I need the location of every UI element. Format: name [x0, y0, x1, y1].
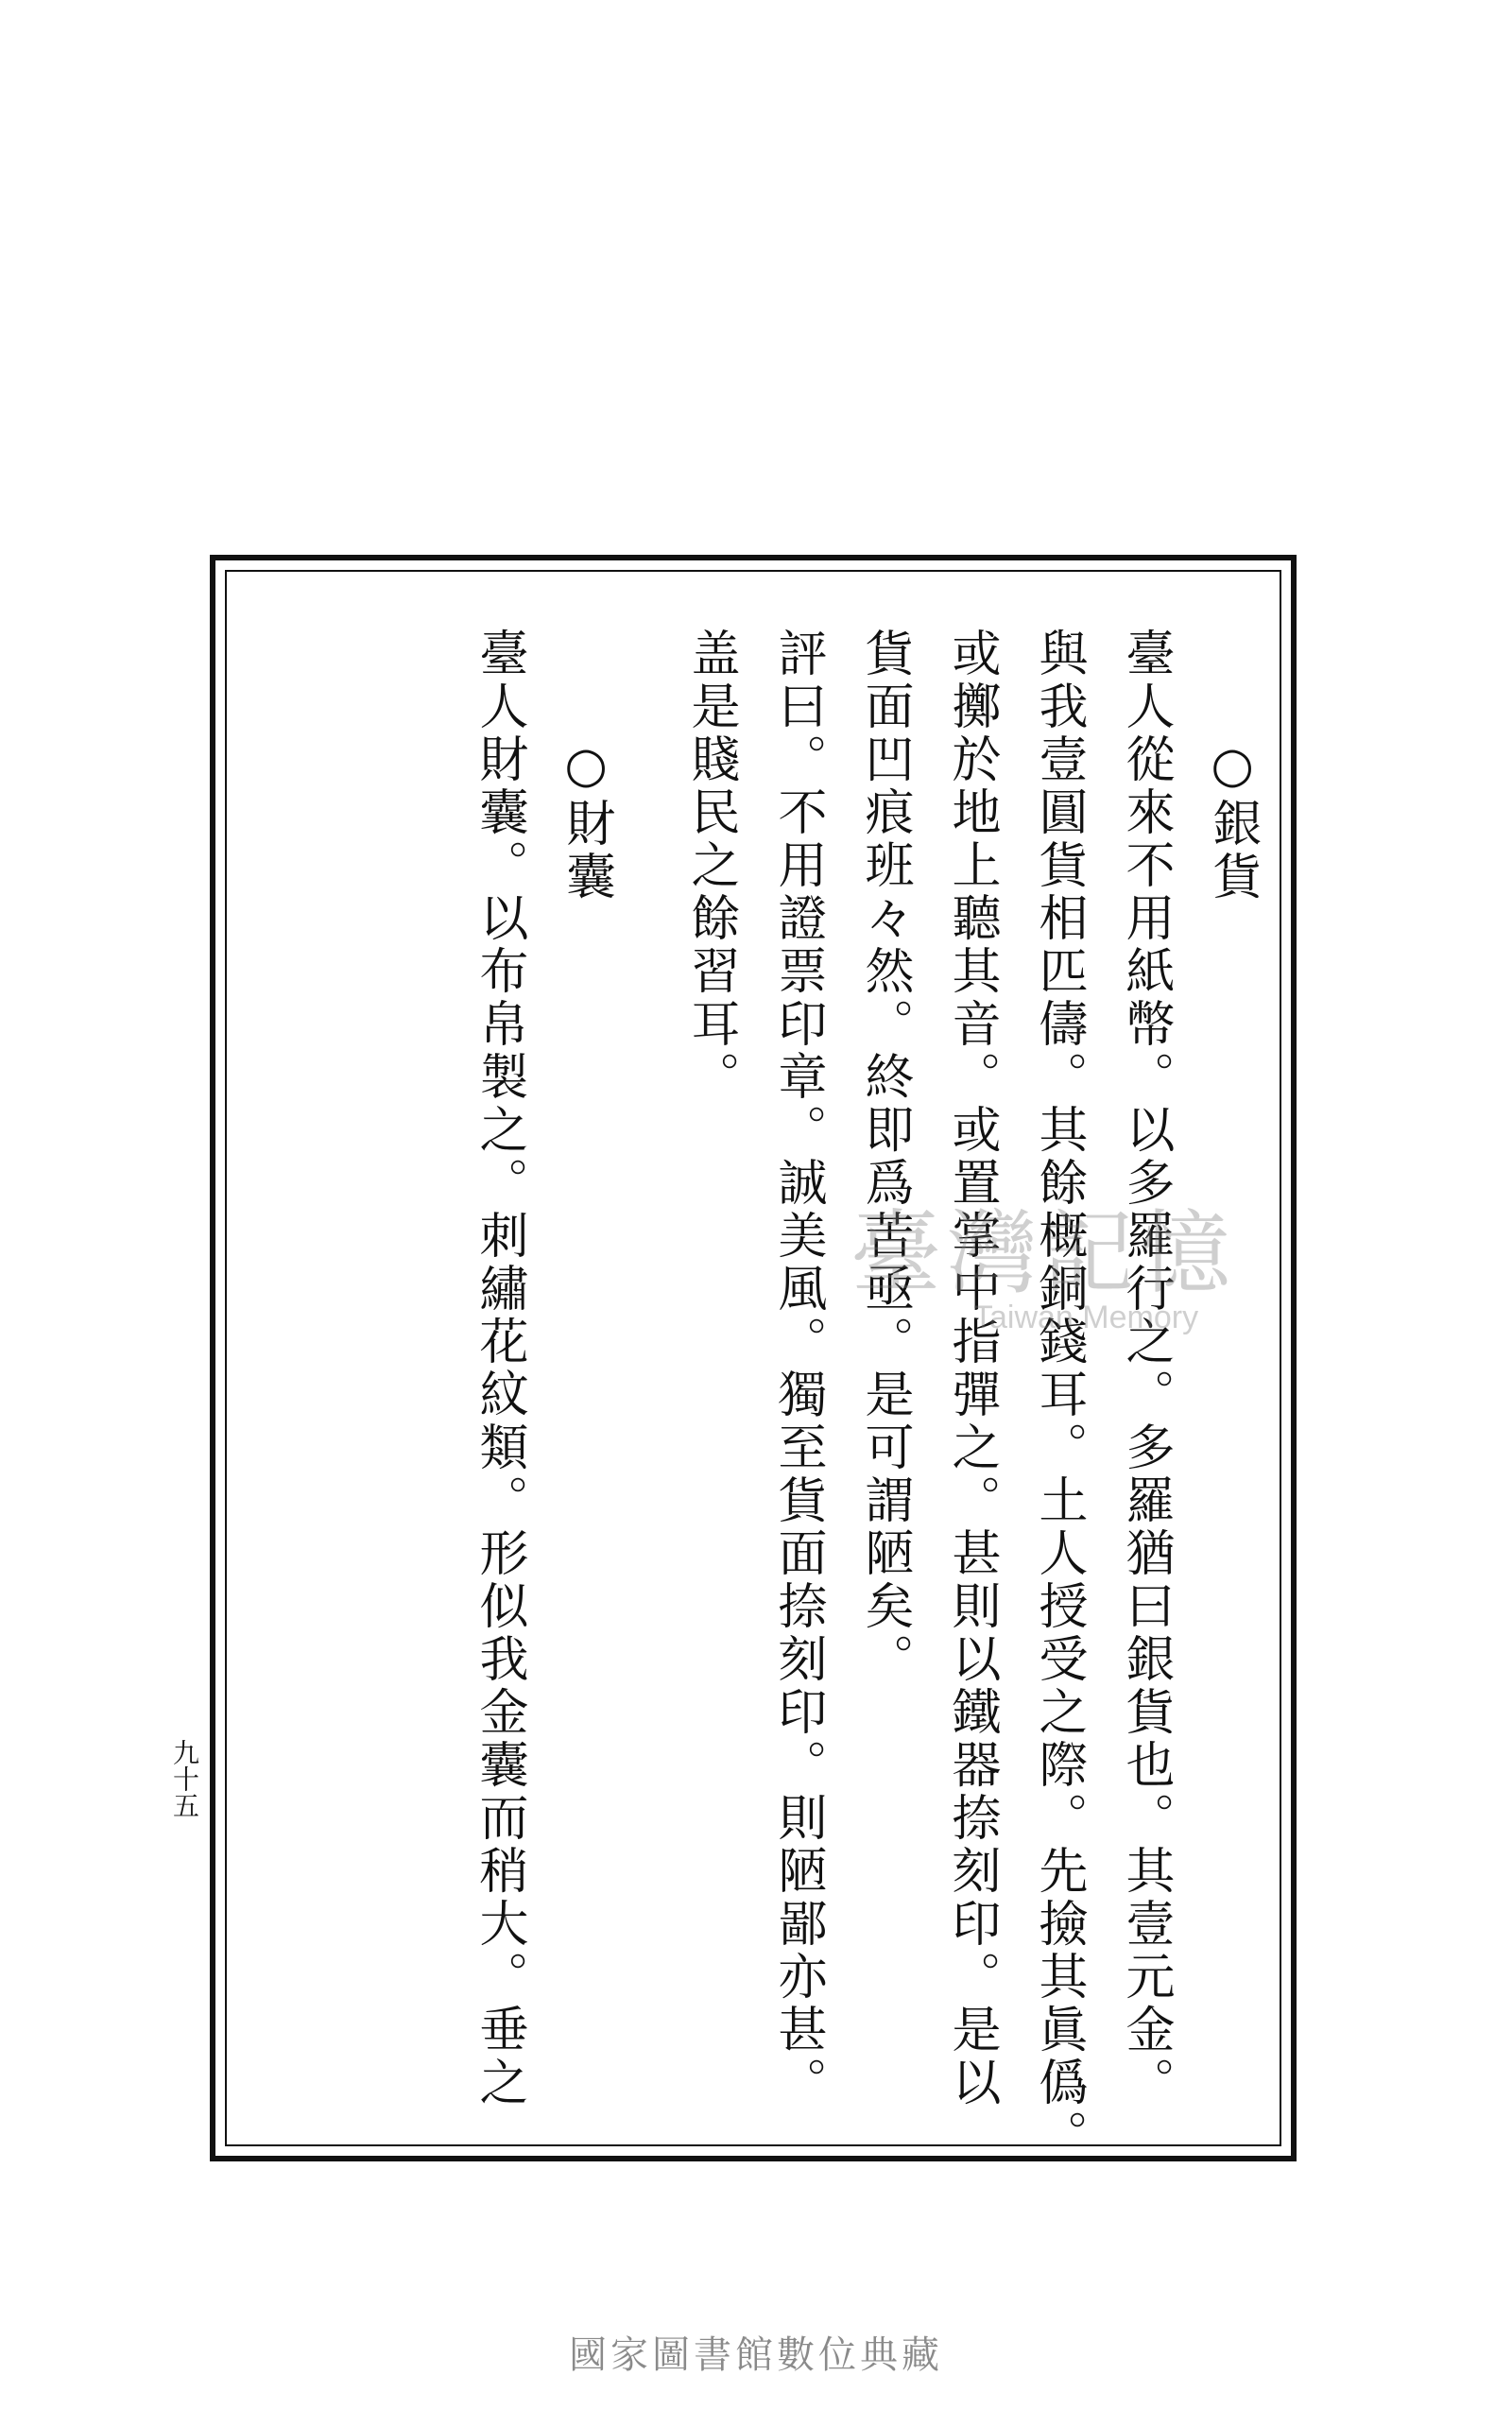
- text-column-4: 貨面凹痕班々然。終即爲苦亟。是可謂陋矣。: [856, 628, 913, 1686]
- page-number: 九十五: [169, 1739, 200, 1818]
- text-column-1: 臺人從來不用紙幣。以多羅行之。多羅猶曰銀貨也。其壹元金。: [1117, 628, 1174, 2109]
- text-column-5: 臺人財囊。以布帛製之。刺繡花紋類。形似我金囊而稍大。垂之: [471, 628, 527, 2109]
- footer-caption: 國家圖書館數位典藏: [569, 2333, 943, 2377]
- section-heading-silver-currency: ○銀貨: [1204, 737, 1261, 904]
- text-column-3: 或擲於地上聽其音。或置掌中指彈之。甚則以鐵器捺刻印。是以: [943, 628, 1000, 2109]
- commentary-column-1: 評曰。不用證票印章。誠美風。獨至貨面捺刻印。則陋鄙亦甚。: [769, 628, 826, 2109]
- watermark-english: Taiwan Memory: [973, 1300, 1199, 1335]
- section-gap: [629, 614, 667, 2108]
- text-column-2: 與我壹圓貨相匹儔。其餘概銅錢耳。土人授受之際。先撿其眞僞。: [1030, 628, 1087, 2162]
- commentary-column-2: 盖是賤民之餘習耳。: [682, 628, 739, 1104]
- section-heading-purse: ○財囊: [558, 737, 614, 904]
- watermark-chinese: 臺灣記憶: [850, 1200, 1236, 1306]
- vertical-text-block: [236, 614, 1276, 2162]
